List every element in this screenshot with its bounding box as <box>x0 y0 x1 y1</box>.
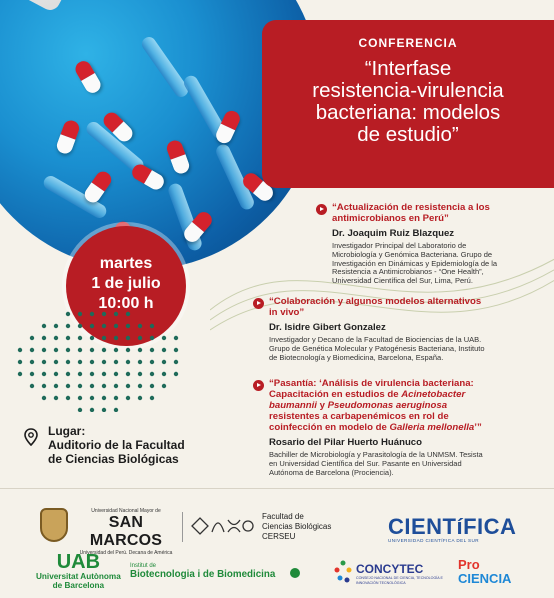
decor-dot <box>78 396 82 400</box>
talk-1 <box>316 202 548 286</box>
decor-dot <box>90 312 94 316</box>
decor-dot <box>78 312 82 316</box>
decor-dot <box>78 324 82 328</box>
decor-dot <box>66 384 70 388</box>
decor-dot <box>102 372 106 376</box>
decor-dot <box>90 408 94 412</box>
decor-dot <box>42 336 46 340</box>
decor-dot <box>66 360 70 364</box>
decor-dot <box>78 372 82 376</box>
concytec-logo: CONCYTEC <box>356 562 424 576</box>
speaker-bio: Investigador Principal del Laboratorio de Microbiología y Genómica Bacteriana. Grupo de Investigación en Dinámicas y Epidemiología de la Resistencia a Antimicrobianos - “One Health”, Universidad Científica del Sur, Lima, Perú. <box>332 241 498 286</box>
decor-dot <box>114 312 118 316</box>
decor-dot <box>126 372 130 376</box>
decor-dot <box>138 324 142 328</box>
prociencia-logo: Pro CIENCIA <box>458 557 512 586</box>
conference-title: “Interfase resistencia-virulencia bacteriana: modelos de estudio” <box>312 57 504 146</box>
decor-dot <box>54 372 58 376</box>
decor-dot <box>114 372 118 376</box>
decor-dot <box>54 348 58 352</box>
decor-dot <box>102 336 106 340</box>
decor-dot <box>66 336 70 340</box>
talk-title: “Pasantía: ‘Análisis de virulencia bacteriana: Capacitación en estudios de Acinetobacter baumannii y Pseudomonas aeruginosa resistentes a carbapenémicos en rol de coinfección en modelo de Galleria mellonella’” <box>269 378 482 433</box>
decor-dot <box>42 348 46 352</box>
speaker-name: Dr. Isidre Gibert Gonzalez <box>269 322 386 333</box>
decor-dot <box>126 336 130 340</box>
cerseu-logo-text: Facultad de Ciencias Biológicas CERSEU <box>262 512 332 541</box>
pill-bottle-graphic <box>0 0 92 13</box>
decor-dot <box>162 336 166 340</box>
decor-dot <box>174 360 178 364</box>
decor-dot <box>150 372 154 376</box>
decor-dot <box>102 324 106 328</box>
decor-dot <box>42 372 46 376</box>
decor-dot <box>126 312 130 316</box>
decor-dot <box>126 348 130 352</box>
decor-dot <box>42 360 46 364</box>
decor-dot <box>114 408 118 412</box>
decor-dot <box>90 324 94 328</box>
decor-dot <box>30 384 34 388</box>
decor-dot <box>102 408 106 412</box>
arrow-icon <box>253 380 264 391</box>
speaker-name: Dr. Joaquim Ruiz Blazquez <box>332 228 455 239</box>
decor-dot <box>78 360 82 364</box>
decor-dot <box>78 336 82 340</box>
decor-dot <box>102 360 106 364</box>
decor-dot <box>78 408 82 412</box>
decor-dot <box>54 336 58 340</box>
san-marcos-crest-icon <box>40 508 68 542</box>
venue-label: Lugar: <box>48 424 86 438</box>
decor-dot <box>138 384 142 388</box>
decor-dot <box>42 396 46 400</box>
decor-dot <box>66 312 70 316</box>
decor-dot <box>126 324 130 328</box>
decor-dot <box>30 336 34 340</box>
decor-dot <box>150 348 154 352</box>
decor-dot <box>42 324 46 328</box>
biology-icons <box>190 514 256 538</box>
date-badge: martes 1 de julio 10:00 h <box>66 226 186 346</box>
decor-dot <box>66 372 70 376</box>
decor-dot <box>114 384 118 388</box>
concytec-mark-icon <box>333 559 353 585</box>
decor-dot <box>114 336 118 340</box>
uab-logo: UAB Universitat Autònoma de Barcelona <box>36 551 121 590</box>
decor-dot <box>126 360 130 364</box>
decor-dot <box>66 396 70 400</box>
decor-dot <box>54 396 58 400</box>
venue-line: de Ciencias Biológicas <box>48 452 179 466</box>
decor-dot <box>90 336 94 340</box>
decor-dot <box>18 372 22 376</box>
decor-dot <box>126 384 130 388</box>
decor-dot <box>30 360 34 364</box>
decor-dot <box>138 360 142 364</box>
decor-dot <box>54 324 58 328</box>
location-pin-icon <box>24 428 38 446</box>
cientifica-logo: CIENTíFICA <box>388 514 517 539</box>
decor-dot <box>30 348 34 352</box>
decor-dot <box>114 396 118 400</box>
arrow-icon <box>253 298 264 309</box>
decor-dot <box>90 384 94 388</box>
decor-dot <box>90 348 94 352</box>
decor-dot <box>42 384 46 388</box>
decor-dot <box>150 336 154 340</box>
decor-dot <box>138 348 142 352</box>
decor-dot <box>54 360 58 364</box>
concytec-subtitle: CONSEJO NACIONAL DE CIENCIA, TECNOLOGÍA E INNOVACIÓN TECNOLÓGICA <box>356 576 443 585</box>
decor-dot <box>150 384 154 388</box>
decor-dot <box>102 396 106 400</box>
decor-dot <box>174 348 178 352</box>
decor-dot <box>102 348 106 352</box>
decor-dot <box>78 348 82 352</box>
talk-title: “Actualización de resistencia a los antimicrobianos en Perú” <box>332 202 490 224</box>
talk-title: “Colaboración y algunos modelos alternativos in vivo” <box>269 296 482 318</box>
decor-dot <box>18 348 22 352</box>
decor-dot <box>162 372 166 376</box>
decor-dot <box>138 336 142 340</box>
arrow-icon <box>316 204 327 215</box>
decor-dot <box>162 348 166 352</box>
decor-dot <box>102 312 106 316</box>
decor-dot <box>114 324 118 328</box>
decor-dot <box>174 336 178 340</box>
decor-dot <box>138 372 142 376</box>
speaker-name: Rosario del Pilar Huerto Huánuco <box>269 437 422 448</box>
decor-dot <box>150 360 154 364</box>
decor-dot <box>138 396 142 400</box>
decor-dot <box>30 372 34 376</box>
divider <box>0 488 554 489</box>
decor-dot <box>126 396 130 400</box>
decor-dot <box>162 384 166 388</box>
conference-title-box <box>262 20 554 188</box>
decor-dot <box>18 360 22 364</box>
dot-pattern <box>14 308 184 412</box>
decor-dot <box>174 372 178 376</box>
decor-dot <box>150 324 154 328</box>
decor-dot <box>90 372 94 376</box>
decor-dot <box>150 396 154 400</box>
cientifica-subtitle: UNIVERSIDAD CIENTÍFICA DEL SUR <box>388 538 479 543</box>
speaker-bio: Bachiller de Microbiología y Parasitología de la UNMSM. Tesista en Universidad Científica del Sur. Pasante en Universidad Autónoma de Barcelona (Prociencia). <box>269 450 483 477</box>
venue-line: Auditorio de la Facultad <box>48 438 185 452</box>
talk-2 <box>253 296 549 362</box>
decor-dot <box>66 348 70 352</box>
ibb-mark-icon <box>290 568 300 578</box>
decor-dot <box>114 360 118 364</box>
decor-dot <box>114 348 118 352</box>
decor-dot <box>90 396 94 400</box>
decor-dot <box>162 360 166 364</box>
speaker-bio: Investigador y Decano de la Facultad de Biociencias de la UAB. Grupo de Genética Molecular y Patogénesis Bacteriana, Instituto de Biotecnología y Biomedicina, Barcelona, España. <box>269 335 485 362</box>
conference-kicker: CONFERENCIA <box>358 36 458 50</box>
san-marcos-logo: Universidad Nacional Mayor de SAN MARCOS Universidad del Perú. Decana de América <box>79 508 173 556</box>
decor-dot <box>78 384 82 388</box>
decor-dot <box>54 384 58 388</box>
decor-dot <box>102 384 106 388</box>
decor-dot <box>66 324 70 328</box>
logo-separator <box>182 512 183 542</box>
decor-dot <box>90 360 94 364</box>
ibb-logo: Institut de Biotecnologia i de Biomedicina <box>130 563 276 580</box>
